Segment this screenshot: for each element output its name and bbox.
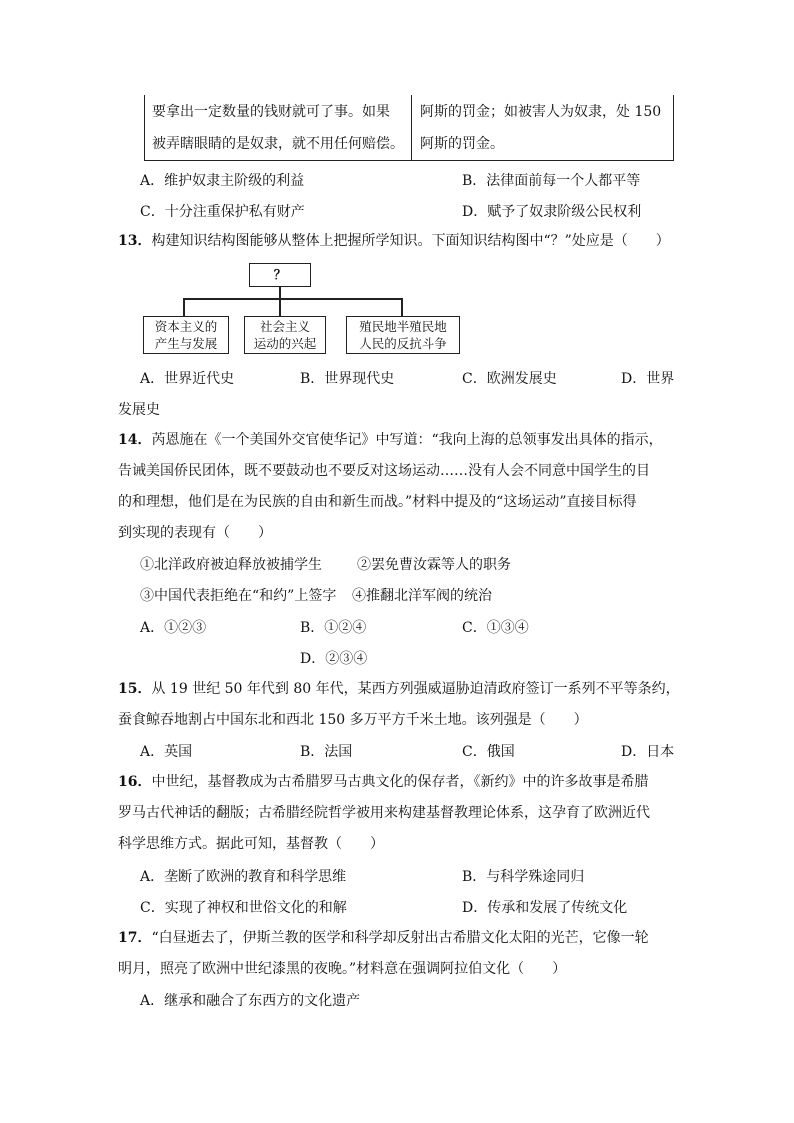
q17-line-1 [118, 928, 649, 948]
q15-line-1-text: 从 19 世纪 50 年代到 80 年代，某西方列强威逼胁迫清政府签订一系列不平等条约， [151, 681, 680, 697]
diagram-drop-line-1 [183, 298, 185, 316]
table-left-line-2: 被弄瞎眼睛的是奴隶，就不用任何赔偿。 [152, 136, 404, 152]
diagram-box-capitalism-line-1: 资本主义的 [154, 319, 218, 334]
diagram-drop-line-2 [279, 298, 281, 316]
q16-number: 16． [118, 774, 152, 790]
diagram-box-capitalism-line-2: 产生与发展 [154, 336, 218, 351]
q16-option-d: D．传承和发展了传统文化 [462, 900, 628, 916]
q15-option-c: C．俄国 [462, 744, 515, 760]
q16-option-b: B．与科学殊途同归 [462, 869, 585, 885]
q13-option-d-continued: 发展史 [118, 402, 160, 418]
diagram-bar-line [183, 298, 402, 300]
diagram-box-colonial-line-1: 殖民地半殖民地 [359, 319, 447, 334]
q13-number: 13． [118, 233, 152, 249]
q12-option-d: D．赋予了奴隶阶级公民权利 [462, 204, 642, 220]
table-divider [411, 95, 412, 160]
q14-line-1 [118, 430, 663, 450]
q16-line-1-text: 中世纪，基督教成为古希腊罗马古典文化的保存者，《新约》中的许多故事是希腊 [151, 774, 649, 790]
q13-option-a: A．世界近代史 [140, 371, 235, 387]
q15-option-a: A．英国 [140, 744, 193, 760]
q16-line-3: 科学思维方式。据此可知，基督教（ ） [118, 836, 384, 852]
q13-stem [118, 231, 670, 251]
table-left-line-1: 要拿出一定数量的钱财就可了事。如果 [152, 104, 390, 120]
q14-item-4: ④推翻北洋军阀的统治 [352, 588, 492, 604]
q14-item-1: ①北洋政府被迫释放被捕学生 [140, 557, 322, 573]
q15-option-d: D．日本 [621, 744, 675, 760]
q14-option-b: B．①②④ [300, 620, 367, 636]
q15-option-b: B．法国 [300, 744, 353, 760]
q13-option-c: C．欧洲发展史 [462, 371, 557, 387]
material-table [144, 95, 674, 161]
table-right-line-2: 阿斯的罚金。 [420, 136, 504, 152]
q14-option-d: D．②③④ [300, 651, 368, 667]
diagram-box-capitalism [143, 316, 229, 354]
diagram-top-box: ？ [249, 263, 311, 287]
q17-option-a: A．继承和融合了东西方的文化遗产 [140, 993, 361, 1009]
diagram-box-colonial-struggle [346, 316, 460, 354]
diagram-drop-line-3 [401, 298, 403, 316]
q16-option-c: C．实现了神权和世俗文化的和解 [140, 900, 347, 916]
q13-option-d: D．世界 [621, 371, 675, 387]
q14-line-4: 到实现的表现有（ ） [118, 525, 272, 541]
diagram-box-socialism-line-2: 运动的兴起 [253, 336, 317, 351]
q16-option-a: A．垄断了欧洲的教育和科学思维 [140, 869, 347, 885]
q14-line-1-text: 芮恩施在《一个美国外交官使华记》中写道：“我向上海的总领事发出具体的指示， [151, 432, 663, 448]
q13-stem-text: 构建知识结构图能够从整体上把握所学知识。下面知识结构图中“？”处应是（ ） [151, 233, 670, 249]
q14-line-2: 告诫美国侨民团体，既不要鼓动也不要反对这场运动……没有人会不同意中国学生的目 [118, 463, 650, 479]
q17-line-1-text: “白昼逝去了，伊斯兰教的医学和科学却反射出古希腊文化太阳的光芒，它像一轮 [151, 930, 649, 946]
q12-option-c: C．十分注重保护私有财产 [140, 204, 305, 220]
q17-line-2: 明月，照亮了欧洲中世纪漆黑的夜晚。”材料意在强调阿拉伯文化（ ） [118, 961, 567, 977]
q15-number: 15． [118, 681, 152, 697]
q16-line-2: 罗马古代神话的翻版；古希腊经院哲学被用来构建基督教理论体系，这孕育了欧洲近代 [118, 805, 650, 821]
q16-line-1 [118, 772, 648, 792]
q15-line-1 [118, 679, 680, 699]
q14-option-c: C．①③④ [462, 620, 529, 636]
diagram-box-socialism [244, 316, 326, 354]
q17-number: 17． [118, 930, 152, 946]
q14-option-a: A．①②③ [140, 620, 207, 636]
q12-option-a: A．维护奴隶主阶级的利益 [140, 173, 305, 189]
q14-item-3: ③中国代表拒绝在“和约”上签字 [140, 588, 337, 604]
q15-line-2: 蚕食鲸吞地割占中国东北和西北 150 多万平方千米土地。该列强是（ ） [118, 712, 588, 728]
q14-line-3: 的和理想，他们是在为民族的自由和新生而战。”材料中提及的“这场运动”直接目标得 [118, 494, 637, 510]
q12-option-b: B．法律面前每一个人都平等 [462, 173, 641, 189]
diagram-box-colonial-line-2: 人民的反抗斗争 [359, 336, 447, 351]
q14-number: 14． [118, 432, 152, 448]
q13-option-b: B．世界现代史 [300, 371, 395, 387]
diagram-box-socialism-line-1: 社会主义 [259, 319, 310, 334]
q14-item-2: ②罢免曹汝霖等人的职务 [357, 557, 511, 573]
table-right-line-1: 阿斯的罚金；如被害人为奴隶，处 150 [420, 104, 662, 120]
